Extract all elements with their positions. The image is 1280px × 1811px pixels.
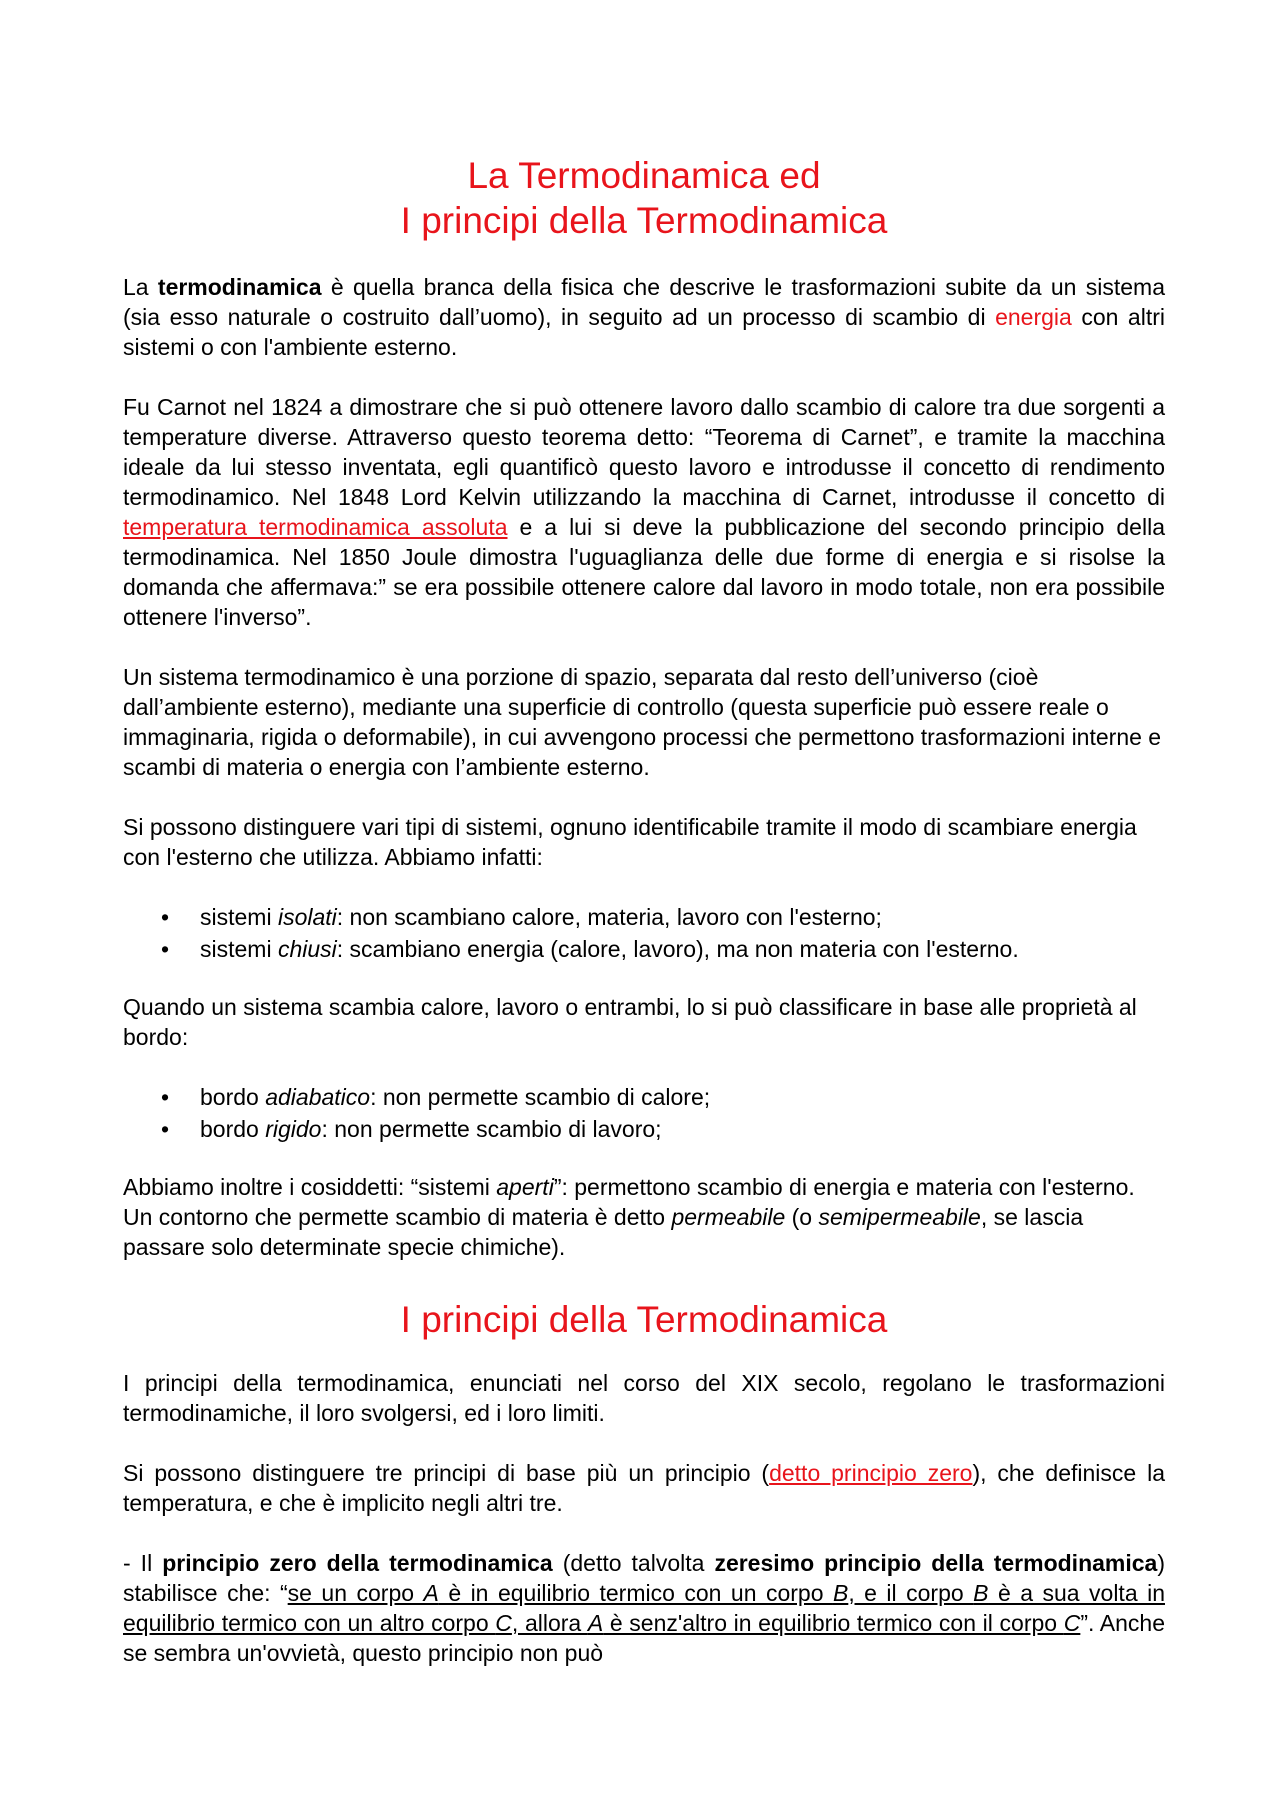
- p6-g: , se lascia passare solo determinate specie chimiche).: [123, 1204, 1084, 1260]
- p2-text-b: e a lui si deve la pubblicazione del secondo principio della termodinamica. Nel 1850 Joule dimostra l'uguaglianza delle due forme di energia e si risolse la domanda che affermava:” se era possibile ottenere calore dal lavoro in modo totale, non era possibile ottenere l'inverso”.: [123, 514, 1165, 630]
- paragraph-history: [123, 392, 1165, 632]
- bullet-icon: •: [161, 904, 170, 930]
- item-post: : non scambiano calore, materia, lavoro con l'esterno;: [336, 904, 882, 930]
- p1-text-c: è quella branca della fisica che descrive le trasformazioni subite da un sistema (sia esso naturale o costruito dall’uomo), in seguito ad un processo di scambio di: [123, 274, 1165, 330]
- link-energia[interactable]: energia: [995, 304, 1072, 330]
- p6-c: ”: permettono scambio di energia e materia con l'esterno. Un contorno che permette scambio di materia è detto: [123, 1174, 1135, 1230]
- paragraph-principi-intro: I principi della termodinamica, enunciati nel corso del XIX secolo, regolano le trasformazioni termodinamiche, il loro svolgersi, ed i loro limiti.: [123, 1370, 1165, 1426]
- paragraph-aperti: [123, 1172, 1165, 1262]
- p6-d: permeabile: [671, 1204, 786, 1230]
- p1-text-a: La: [123, 274, 158, 300]
- list-item: [123, 1082, 1165, 1114]
- p1-text-e: con altri sistemi o con l'ambiente esterno.: [123, 304, 1165, 360]
- list-sistemi: [123, 902, 1165, 966]
- u9: , allora: [511, 1610, 588, 1636]
- item-pre: sistemi: [200, 936, 278, 962]
- p9-c: (detto talvolta: [552, 1550, 715, 1576]
- link-temperatura-assoluta[interactable]: temperatura termodinamica assoluta: [123, 514, 508, 540]
- item-post: : non permette scambio di lavoro;: [321, 1116, 662, 1142]
- link-principio-zero[interactable]: detto principio zero: [769, 1460, 973, 1486]
- item-em: chiusi: [277, 936, 337, 962]
- p2-text-a: Fu Carnot nel 1824 a dimostrare che si può ottenere lavoro dallo scambio di calore tra due sorgenti a temperature diverse. Attraverso questo teorema detto: “Teorema di Carnet”, e tramite la macchina ideale da lui stesso inventata, egli quantificò questo lavoro e introdusse il concetto di rendimento termodinamico. Nel 1848 Lord Kelvin utilizzando la macchina di Carnet, introdusse il concetto di: [123, 394, 1165, 510]
- bullet-icon: •: [161, 1084, 170, 1110]
- paragraph-tre-principi: [123, 1458, 1165, 1518]
- item-post: : non permette scambio di calore;: [370, 1084, 711, 1110]
- u6: B: [973, 1580, 989, 1606]
- p6-a: Abbiamo inoltre i cosiddetti: “sistemi: [123, 1174, 497, 1200]
- p6-b: aperti: [496, 1174, 554, 1200]
- p6-f: semipermeabile: [818, 1204, 981, 1230]
- document-title: [123, 153, 1165, 243]
- paragraph-bordo: Quando un sistema scambia calore, lavoro o entrambi, lo si può classificare in base alle proprietà al bordo:: [123, 994, 1137, 1050]
- item-em: rigido: [265, 1116, 322, 1142]
- term-termodinamica: termodinamica: [157, 274, 322, 300]
- u3: è in equilibrio termico con un corpo: [438, 1580, 833, 1606]
- u10: A: [587, 1610, 604, 1636]
- bullet-icon: •: [161, 936, 170, 962]
- item-em: adiabatico: [265, 1084, 371, 1110]
- item-pre: bordo: [200, 1084, 266, 1110]
- title-line-1: La Termodinamica ed: [467, 155, 821, 196]
- p8-a: Si possono distinguere tre principi di base più un principio (: [123, 1460, 770, 1486]
- u5: , e il corpo: [848, 1580, 974, 1606]
- list-item: [123, 1114, 1165, 1146]
- title-line-2: I principi della Termodinamica: [400, 200, 888, 241]
- u12: C: [1063, 1610, 1081, 1636]
- section-title-principi: I principi della Termodinamica: [400, 1299, 888, 1340]
- u4: B: [832, 1580, 849, 1606]
- paragraph-principio-zero: [123, 1548, 1165, 1668]
- u7: è a sua volta in equilibrio termico con un altro corpo: [123, 1580, 1165, 1636]
- list-item: [123, 902, 1165, 934]
- p9-d: zeresimo principio della termodinamica: [714, 1550, 1158, 1576]
- list-bordo: [123, 1082, 1165, 1146]
- p9-b: principio zero della termodinamica: [162, 1550, 553, 1576]
- paragraph-sistema: Un sistema termodinamico è una porzione di spazio, separata dal resto dell’universo (cioè dall’ambiente esterno), mediante una superficie di controllo (questa superficie può essere reale o immaginaria, rigida o deformabile), in cui avvengono processi che permettono trasformazioni interne e scambi di materia o energia con l’ambiente esterno.: [123, 664, 1162, 780]
- item-pre: sistemi: [200, 904, 278, 930]
- item-pre: bordo: [200, 1116, 266, 1142]
- u2: A: [423, 1580, 439, 1606]
- u8: C: [495, 1610, 512, 1636]
- p6-e: (o: [785, 1204, 819, 1230]
- bullet-icon: •: [161, 1116, 170, 1142]
- p9-f: ”. Anche se sembra un'ovvietà, questo principio non può: [123, 1610, 1165, 1666]
- p9-a: - Il: [123, 1550, 163, 1576]
- list-item: [123, 934, 1165, 966]
- u11: è senz'altro in equilibrio termico con il corpo: [603, 1610, 1064, 1636]
- p9-e: ) stabilisce che: “: [123, 1550, 1166, 1606]
- paragraph-definition: [123, 272, 1165, 362]
- p8-b: ), che definisce la temperatura, e che è implicito negli altri tre.: [123, 1460, 1165, 1516]
- item-em: isolati: [277, 904, 337, 930]
- item-post: : scambiano energia (calore, lavoro), ma non materia con l'esterno.: [336, 936, 1019, 962]
- u1: se un corpo: [287, 1580, 424, 1606]
- paragraph-tipi-sistemi: Si possono distinguere vari tipi di sistemi, ognuno identificabile tramite il modo di scambiare energia con l'esterno che utilizza. Abbiamo infatti:: [123, 814, 1137, 870]
